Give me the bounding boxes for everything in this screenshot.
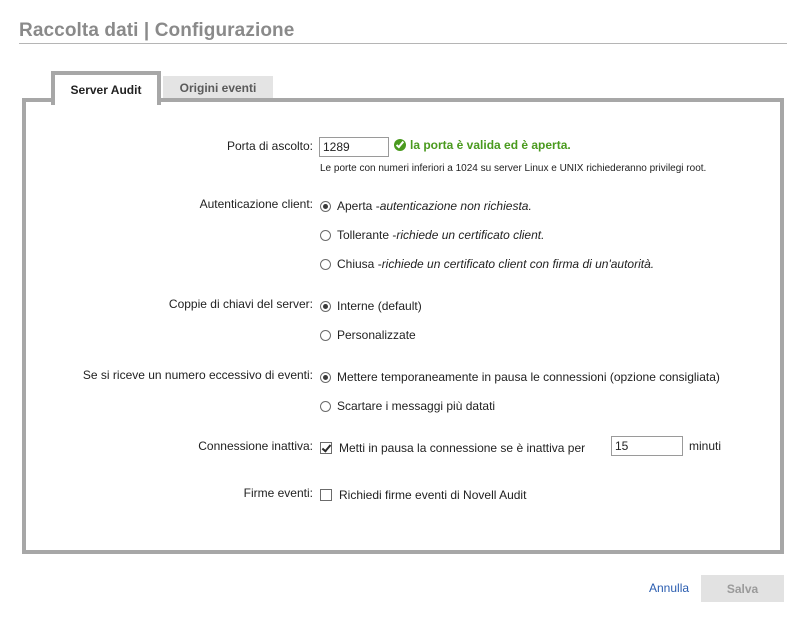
title-divider (19, 43, 787, 44)
cancel-link[interactable]: Annulla (649, 581, 690, 595)
page-title: Raccolta dati | Configurazione (19, 20, 295, 41)
port-status (394, 138, 571, 152)
option-label: Personalizzate (337, 328, 416, 342)
key-pairs-option-interne[interactable] (320, 299, 422, 313)
idle-label: Connessione inattiva: (198, 439, 313, 453)
save-button[interactable]: Salva (701, 575, 784, 602)
radio-scartare[interactable] (320, 401, 331, 412)
idle-unit: minuti (689, 439, 722, 453)
client-auth-option-tollerante[interactable] (320, 228, 544, 242)
port-note: Le porte con numeri inferiori a 1024 su server Linux e UNIX richiederanno privilegi root. (320, 163, 707, 174)
signatures-label: Firme eventi: (243, 486, 313, 500)
excess-option-pausa[interactable] (320, 370, 720, 384)
client-auth-option-aperta[interactable] (320, 199, 532, 213)
radio-pausa[interactable] (320, 372, 331, 383)
radio-chiusa[interactable] (320, 259, 331, 270)
excess-events-label: Se si riceve un numero eccessivo di eventi: (82, 368, 313, 382)
port-status-text: la porta è valida ed è aperta. (410, 138, 571, 152)
tab-origini-eventi[interactable]: Origini eventi (163, 76, 273, 99)
radio-interne[interactable] (320, 301, 331, 312)
client-auth-option-chiusa[interactable] (320, 257, 654, 271)
key-pairs-option-personalizzate[interactable] (320, 328, 416, 342)
check-circle-icon (394, 139, 406, 151)
option-label: Aperta - (337, 199, 380, 213)
port-input[interactable] (319, 137, 389, 157)
radio-personalizzate[interactable] (320, 330, 331, 341)
signatures-checkbox-label: Richiedi firme eventi di Novell Audit (339, 488, 527, 502)
client-auth-label: Autenticazione client: (199, 197, 313, 211)
option-label: Chiusa - (337, 257, 382, 271)
option-label: Mettere temporaneamente in pausa le connessioni (opzione consigliata) (337, 370, 720, 384)
radio-aperta[interactable] (320, 201, 331, 212)
excess-option-scartare[interactable] (320, 399, 495, 413)
option-description: richiede un certificato client. (396, 228, 545, 242)
tab-server-audit[interactable]: Server Audit (51, 71, 161, 105)
idle-minutes-input[interactable] (611, 436, 683, 456)
signatures-checkbox[interactable] (320, 489, 332, 501)
radio-tollerante[interactable] (320, 230, 331, 241)
idle-option[interactable] (320, 441, 585, 455)
signatures-option[interactable] (320, 488, 526, 502)
idle-checkbox[interactable] (320, 442, 332, 454)
idle-checkbox-label: Metti in pausa la connessione se è inattiva per (339, 441, 586, 455)
option-label: Scartare i messaggi più datati (337, 399, 496, 413)
option-description: richiede un certificato client con firma di un'autorità. (381, 257, 655, 271)
option-description: autenticazione non richiesta. (379, 199, 532, 213)
port-label: Porta di ascolto: (226, 139, 313, 153)
option-label: Tollerante - (337, 228, 397, 242)
option-label: Interne (default) (337, 299, 422, 313)
key-pairs-label: Coppie di chiavi del server: (168, 297, 313, 311)
